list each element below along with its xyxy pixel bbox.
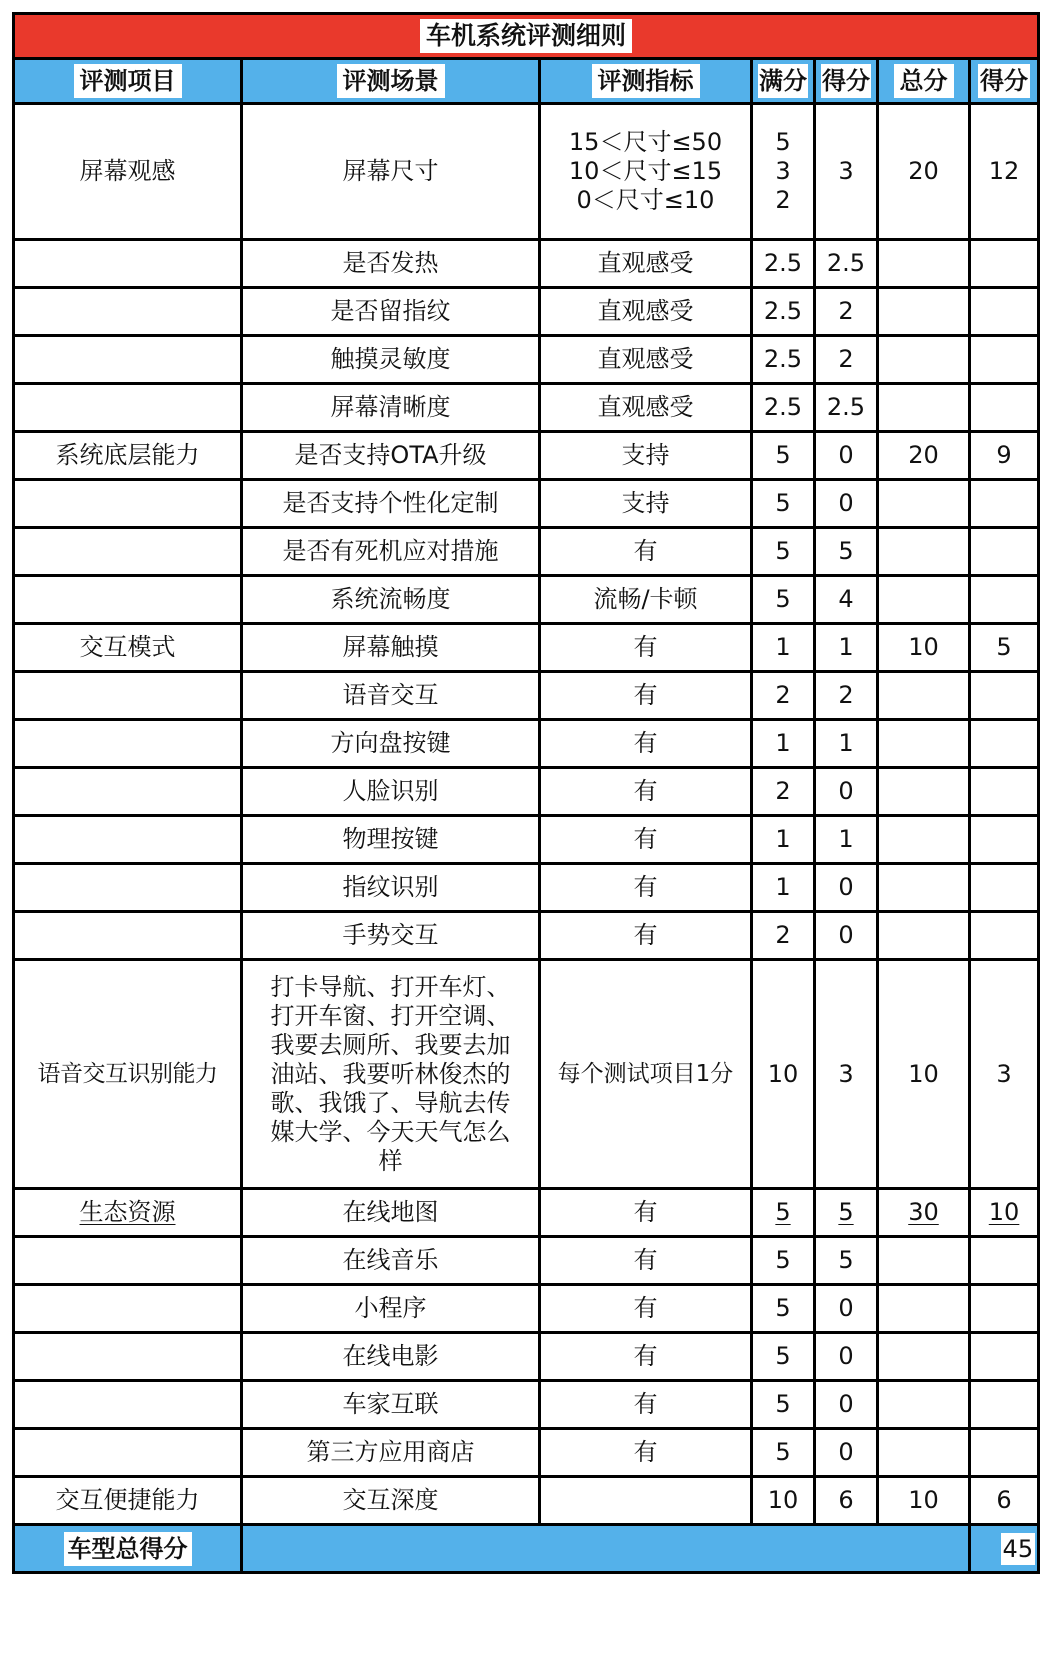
total-cell bbox=[878, 480, 970, 528]
table-row bbox=[14, 104, 1039, 240]
header-total-score: 得分 bbox=[970, 59, 1039, 104]
item-cell bbox=[14, 1285, 242, 1333]
metric-cell: 每个测试项目1分 bbox=[540, 960, 752, 1189]
table-row bbox=[14, 1477, 1039, 1525]
footer-label-cell bbox=[14, 1525, 242, 1573]
table-row bbox=[14, 480, 1039, 528]
total-score-cell bbox=[970, 336, 1039, 384]
total-cell bbox=[878, 240, 970, 288]
table-row bbox=[14, 1333, 1039, 1381]
full-cell: 1 bbox=[752, 624, 815, 672]
score-cell: 2.5 bbox=[815, 384, 878, 432]
metric-cell: 流畅/卡顿 bbox=[540, 576, 752, 624]
scene-cell: 人脸识别 bbox=[242, 768, 540, 816]
score-cell: 0 bbox=[815, 864, 878, 912]
scene-cell: 是否有死机应对措施 bbox=[242, 528, 540, 576]
total-score-cell bbox=[970, 912, 1039, 960]
table-row bbox=[14, 576, 1039, 624]
header-item: 评测项目 bbox=[14, 59, 242, 104]
metric-cell: 有 bbox=[540, 528, 752, 576]
table-row bbox=[14, 240, 1039, 288]
full-cell: 2.5 bbox=[752, 288, 815, 336]
score-cell: 5 bbox=[815, 1237, 878, 1285]
score-cell: 2.5 bbox=[815, 240, 878, 288]
metric-cell: 支持 bbox=[540, 480, 752, 528]
total-cell bbox=[878, 576, 970, 624]
header-row bbox=[14, 59, 1039, 104]
total-score-cell bbox=[970, 720, 1039, 768]
table-row bbox=[14, 1429, 1039, 1477]
total-score-cell bbox=[970, 864, 1039, 912]
scene-cell: 交互深度 bbox=[242, 1477, 540, 1525]
metric-cell: 直观感受 bbox=[540, 384, 752, 432]
score-cell: 5 bbox=[815, 1189, 878, 1237]
metric-cell: 有 bbox=[540, 1333, 752, 1381]
table-row bbox=[14, 720, 1039, 768]
scene-cell: 在线电影 bbox=[242, 1333, 540, 1381]
table-row bbox=[14, 1237, 1039, 1285]
item-cell bbox=[14, 864, 242, 912]
score-cell: 2 bbox=[815, 288, 878, 336]
table-row bbox=[14, 768, 1039, 816]
scene-cell: 打卡导航、打开车灯、 打开车窗、打开空调、 我要去厕所、我要去加 油站、我要听林俊杰的 歌、我饿了、导航去传 媒大学、今天天气怎么 样 bbox=[242, 960, 540, 1189]
score-cell: 3 bbox=[815, 104, 878, 240]
total-cell: 10 bbox=[878, 624, 970, 672]
total-score-cell bbox=[970, 1285, 1039, 1333]
item-cell bbox=[14, 336, 242, 384]
scene-cell: 物理按键 bbox=[242, 816, 540, 864]
total-cell bbox=[878, 1381, 970, 1429]
total-score-cell: 6 bbox=[970, 1477, 1039, 1525]
total-score-cell bbox=[970, 576, 1039, 624]
metric-cell: 有 bbox=[540, 672, 752, 720]
score-cell: 6 bbox=[815, 1477, 878, 1525]
footer-spacer bbox=[242, 1525, 970, 1573]
total-score-cell bbox=[970, 528, 1039, 576]
full-cell: 5 bbox=[752, 528, 815, 576]
item-cell: 系统底层能力 bbox=[14, 432, 242, 480]
full-cell: 5 bbox=[752, 576, 815, 624]
scene-cell: 是否支持个性化定制 bbox=[242, 480, 540, 528]
total-score-cell: 10 bbox=[970, 1189, 1039, 1237]
full-cell: 5 bbox=[752, 1237, 815, 1285]
title-row bbox=[14, 14, 1039, 59]
score-cell: 0 bbox=[815, 912, 878, 960]
total-cell: 10 bbox=[878, 960, 970, 1189]
full-cell: 5 bbox=[752, 1381, 815, 1429]
total-score-cell bbox=[970, 768, 1039, 816]
full-cell: 2 bbox=[752, 672, 815, 720]
full-cell: 5 bbox=[752, 1429, 815, 1477]
total-cell: 30 bbox=[878, 1189, 970, 1237]
full-cell: 2 bbox=[752, 768, 815, 816]
scene-cell: 小程序 bbox=[242, 1285, 540, 1333]
score-cell: 2 bbox=[815, 672, 878, 720]
table-row bbox=[14, 528, 1039, 576]
score-cell: 0 bbox=[815, 480, 878, 528]
item-cell bbox=[14, 1429, 242, 1477]
scene-cell: 屏幕清晰度 bbox=[242, 384, 540, 432]
header-total: 总分 bbox=[878, 59, 970, 104]
table-row bbox=[14, 288, 1039, 336]
total-cell: 10 bbox=[878, 1477, 970, 1525]
total-cell bbox=[878, 336, 970, 384]
scene-cell: 第三方应用商店 bbox=[242, 1429, 540, 1477]
item-cell bbox=[14, 720, 242, 768]
item-cell: 屏幕观感 bbox=[14, 104, 242, 240]
scene-cell: 手势交互 bbox=[242, 912, 540, 960]
total-cell bbox=[878, 1237, 970, 1285]
item-cell bbox=[14, 1237, 242, 1285]
metric-cell: 有 bbox=[540, 720, 752, 768]
total-score-cell bbox=[970, 384, 1039, 432]
item-cell bbox=[14, 240, 242, 288]
total-score-cell bbox=[970, 816, 1039, 864]
metric-cell: 有 bbox=[540, 816, 752, 864]
header-full: 满分 bbox=[752, 59, 815, 104]
footer-total-cell bbox=[970, 1525, 1039, 1573]
item-cell: 交互模式 bbox=[14, 624, 242, 672]
metric-cell: 支持 bbox=[540, 432, 752, 480]
total-score-cell bbox=[970, 1381, 1039, 1429]
table-row bbox=[14, 432, 1039, 480]
total-cell bbox=[878, 720, 970, 768]
scene-cell: 屏幕触摸 bbox=[242, 624, 540, 672]
total-score-cell: 9 bbox=[970, 432, 1039, 480]
full-cell: 5 3 2 bbox=[752, 104, 815, 240]
metric-cell: 有 bbox=[540, 1237, 752, 1285]
scene-cell: 屏幕尺寸 bbox=[242, 104, 540, 240]
table-row bbox=[14, 864, 1039, 912]
score-cell: 0 bbox=[815, 1285, 878, 1333]
total-score-cell bbox=[970, 1237, 1039, 1285]
score-cell: 5 bbox=[815, 528, 878, 576]
item-cell bbox=[14, 1333, 242, 1381]
title-cell bbox=[14, 14, 1039, 59]
full-cell: 2 bbox=[752, 912, 815, 960]
item-cell bbox=[14, 384, 242, 432]
header-metric: 评测指标 bbox=[540, 59, 752, 104]
metric-cell: 有 bbox=[540, 912, 752, 960]
metric-cell: 有 bbox=[540, 1189, 752, 1237]
full-cell: 5 bbox=[752, 480, 815, 528]
item-cell bbox=[14, 288, 242, 336]
item-cell bbox=[14, 480, 242, 528]
table-title: 车机系统评测细则 bbox=[420, 19, 632, 53]
evaluation-table bbox=[12, 12, 1040, 1574]
total-cell bbox=[878, 528, 970, 576]
header-score: 得分 bbox=[815, 59, 878, 104]
metric-cell: 有 bbox=[540, 1285, 752, 1333]
scene-cell: 指纹识别 bbox=[242, 864, 540, 912]
total-score-cell bbox=[970, 1333, 1039, 1381]
full-cell: 1 bbox=[752, 720, 815, 768]
table-row bbox=[14, 384, 1039, 432]
total-score-cell bbox=[970, 672, 1039, 720]
scene-cell: 是否发热 bbox=[242, 240, 540, 288]
total-score-cell: 3 bbox=[970, 960, 1039, 1189]
scene-cell: 系统流畅度 bbox=[242, 576, 540, 624]
score-cell: 0 bbox=[815, 1429, 878, 1477]
total-cell bbox=[878, 1285, 970, 1333]
score-cell: 1 bbox=[815, 624, 878, 672]
item-cell bbox=[14, 1381, 242, 1429]
footer-total: 45 bbox=[1002, 1534, 1034, 1563]
full-cell: 5 bbox=[752, 1333, 815, 1381]
table-row bbox=[14, 672, 1039, 720]
total-cell bbox=[878, 288, 970, 336]
item-cell bbox=[14, 672, 242, 720]
scene-cell: 方向盘按键 bbox=[242, 720, 540, 768]
total-score-cell: 5 bbox=[970, 624, 1039, 672]
total-score-cell: 12 bbox=[970, 104, 1039, 240]
total-cell bbox=[878, 1333, 970, 1381]
metric-cell: 直观感受 bbox=[540, 288, 752, 336]
total-score-cell bbox=[970, 288, 1039, 336]
footer-row bbox=[14, 1525, 1039, 1573]
metric-cell: 直观感受 bbox=[540, 336, 752, 384]
item-cell bbox=[14, 912, 242, 960]
metric-cell: 有 bbox=[540, 1381, 752, 1429]
metric-cell: 直观感受 bbox=[540, 240, 752, 288]
table-row bbox=[14, 816, 1039, 864]
total-cell bbox=[878, 816, 970, 864]
score-cell: 1 bbox=[815, 816, 878, 864]
item-cell bbox=[14, 768, 242, 816]
item-cell bbox=[14, 576, 242, 624]
metric-cell: 有 bbox=[540, 1429, 752, 1477]
scene-cell: 是否支持OTA升级 bbox=[242, 432, 540, 480]
table-row bbox=[14, 1381, 1039, 1429]
total-cell bbox=[878, 1429, 970, 1477]
table-row bbox=[14, 624, 1039, 672]
score-cell: 4 bbox=[815, 576, 878, 624]
score-cell: 0 bbox=[815, 432, 878, 480]
score-cell: 0 bbox=[815, 1381, 878, 1429]
total-score-cell bbox=[970, 240, 1039, 288]
metric-cell: 15＜尺寸≤50 10＜尺寸≤15 0＜尺寸≤10 bbox=[540, 104, 752, 240]
table-row bbox=[14, 1189, 1039, 1237]
table-row bbox=[14, 336, 1039, 384]
total-cell: 20 bbox=[878, 432, 970, 480]
footer-label: 车型总得分 bbox=[64, 1532, 192, 1566]
metric-cell: 有 bbox=[540, 864, 752, 912]
total-score-cell bbox=[970, 480, 1039, 528]
item-cell bbox=[14, 816, 242, 864]
total-cell bbox=[878, 768, 970, 816]
scene-cell: 在线音乐 bbox=[242, 1237, 540, 1285]
metric-cell bbox=[540, 1477, 752, 1525]
full-cell: 1 bbox=[752, 864, 815, 912]
item-cell: 语音交互识别能力 bbox=[14, 960, 242, 1189]
scene-cell: 触摸灵敏度 bbox=[242, 336, 540, 384]
score-cell: 0 bbox=[815, 1333, 878, 1381]
table-row bbox=[14, 912, 1039, 960]
full-cell: 5 bbox=[752, 1189, 815, 1237]
full-cell: 1 bbox=[752, 816, 815, 864]
scene-cell: 车家互联 bbox=[242, 1381, 540, 1429]
full-cell: 5 bbox=[752, 432, 815, 480]
total-cell: 20 bbox=[878, 104, 970, 240]
total-cell bbox=[878, 912, 970, 960]
full-cell: 10 bbox=[752, 1477, 815, 1525]
full-cell: 2.5 bbox=[752, 384, 815, 432]
table-row bbox=[14, 960, 1039, 1189]
table-row bbox=[14, 1285, 1039, 1333]
item-cell: 交互便捷能力 bbox=[14, 1477, 242, 1525]
total-cell bbox=[878, 864, 970, 912]
metric-cell: 有 bbox=[540, 768, 752, 816]
metric-cell: 有 bbox=[540, 624, 752, 672]
total-cell bbox=[878, 384, 970, 432]
score-cell: 3 bbox=[815, 960, 878, 1189]
full-cell: 2.5 bbox=[752, 240, 815, 288]
scene-cell: 在线地图 bbox=[242, 1189, 540, 1237]
header-scene: 评测场景 bbox=[242, 59, 540, 104]
score-cell: 2 bbox=[815, 336, 878, 384]
total-score-cell bbox=[970, 1429, 1039, 1477]
full-cell: 10 bbox=[752, 960, 815, 1189]
item-cell: 生态资源 bbox=[14, 1189, 242, 1237]
score-cell: 0 bbox=[815, 768, 878, 816]
scene-cell: 语音交互 bbox=[242, 672, 540, 720]
full-cell: 2.5 bbox=[752, 336, 815, 384]
item-cell bbox=[14, 528, 242, 576]
scene-cell: 是否留指纹 bbox=[242, 288, 540, 336]
total-cell bbox=[878, 672, 970, 720]
full-cell: 5 bbox=[752, 1285, 815, 1333]
score-cell: 1 bbox=[815, 720, 878, 768]
